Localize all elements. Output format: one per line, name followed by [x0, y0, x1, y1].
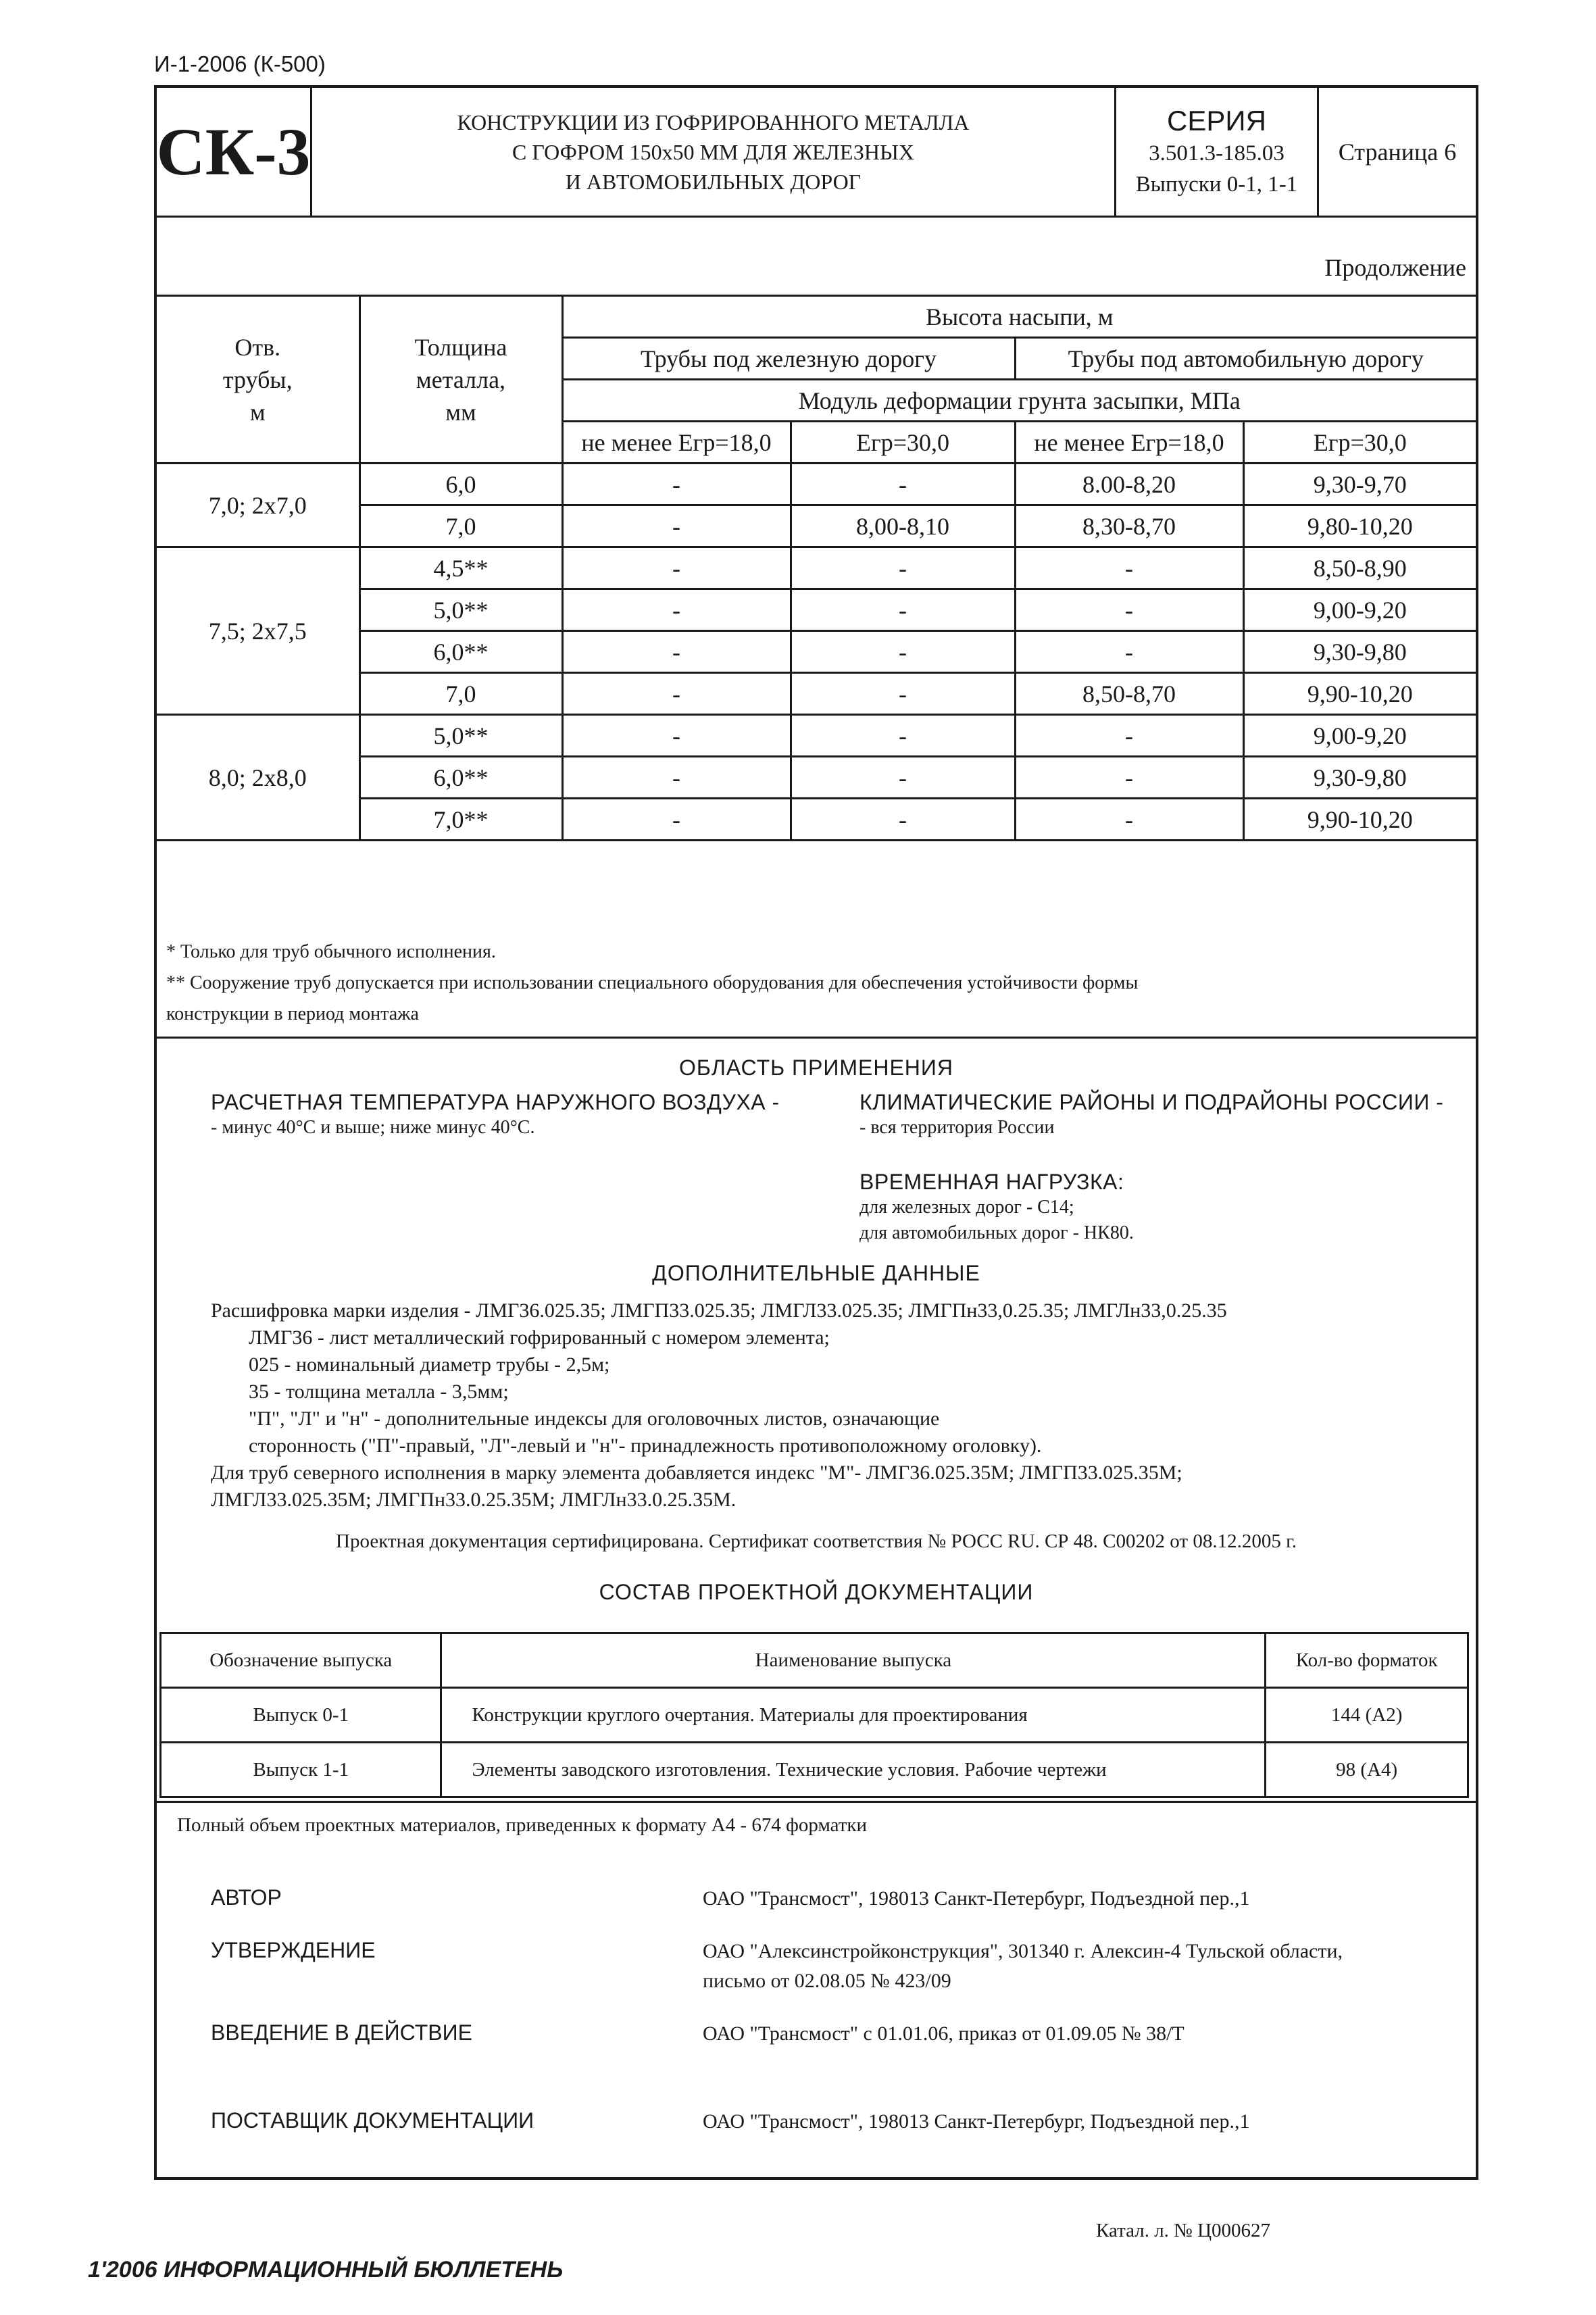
issue-code: Выпуск 0-1	[161, 1688, 441, 1743]
table-row	[157, 715, 1476, 757]
height-value-cell: 9,90-10,20	[1243, 799, 1476, 841]
height-value-cell: 9,90-10,20	[1243, 673, 1476, 715]
extra-line: ЛМГ36 - лист металлический гофрированный с номером элемента;	[249, 1326, 830, 1349]
thickness-cell: 7,0	[359, 673, 562, 715]
footnotes	[166, 937, 1464, 1030]
height-value-cell: 9,30-9,70	[1243, 464, 1476, 505]
height-value-cell: -	[1015, 715, 1243, 757]
page-number: Страница 6	[1319, 88, 1476, 218]
divider	[157, 1801, 1476, 1803]
approval-label: УТВЕРЖДЕНИЕ	[211, 1938, 376, 1962]
series-cell	[1116, 88, 1319, 218]
thickness-cell: 5,0**	[359, 589, 562, 631]
total-volume: Полный объем проектных материалов, приведенных к формату А4 - 674 форматки	[177, 1814, 868, 1836]
enactment-label: ВВЕДЕНИЕ В ДЕЙСТВИЕ	[211, 2020, 472, 2045]
opening-cell: 7,5; 2х7,5	[157, 547, 359, 715]
climate-block	[859, 1089, 1468, 1141]
height-value-cell: -	[791, 757, 1015, 799]
thickness-cell: 7,0	[359, 505, 562, 547]
load-road: для автомобильных дорог - НК80.	[859, 1222, 1134, 1243]
climate-value: - вся территория России	[859, 1117, 1055, 1138]
extra-title: ДОПОЛНИТЕЛЬНЫЕ ДАННЫЕ	[652, 1261, 980, 1285]
table-header-row	[161, 1633, 1468, 1688]
height-value-cell: -	[1015, 799, 1243, 841]
climate-label: КЛИМАТИЧЕСКИЕ РАЙОНЫ И ПОДРАЙОНЫ РОССИИ -	[859, 1090, 1444, 1114]
continuation-label: Продолжение	[1324, 254, 1466, 281]
enactment-value: ОАО "Трансмост" с 01.01.06, приказ от 01.09.05 № 38/Т	[703, 2022, 1184, 2045]
extra-line: сторонность ("П"-правый, "Л"-левый и "н"- принадлежность противоположному оголовку).	[249, 1435, 1042, 1457]
column-header: Обозначение выпуска	[161, 1633, 441, 1688]
column-header: Наименование выпуска	[441, 1633, 1266, 1688]
title-line: КОНСТРУКЦИИ ИЗ ГОФРИРОВАННОГО МЕТАЛЛА	[457, 109, 970, 134]
document-frame	[154, 85, 1478, 2241]
header-line: Отв.	[234, 333, 281, 361]
height-value-cell: -	[562, 631, 791, 673]
footnote: конструкции в период монтажа	[166, 1003, 419, 1024]
height-value-cell: -	[791, 589, 1015, 631]
header-line: мм	[445, 398, 476, 426]
table-row	[161, 1743, 1468, 1797]
column-header: Кол-во форматок	[1266, 1633, 1468, 1688]
thickness-header	[359, 296, 562, 464]
opening-cell: 7,0; 2х7,0	[157, 464, 359, 547]
height-value-cell: -	[562, 757, 791, 799]
height-value-cell: 8,50-8,90	[1243, 547, 1476, 589]
height-value-cell: -	[1015, 757, 1243, 799]
height-value-cell: -	[791, 631, 1015, 673]
extra-line: Расшифровка марки изделия - ЛМГ36.025.35; ЛМГП33.025.35; ЛМГЛ33.025.35; ЛМГПн33,0.25.35; ЛМГЛн33,0.25.35	[211, 1299, 1227, 1322]
height-value-cell: -	[562, 799, 791, 841]
sub-header: Егр=30,0	[791, 422, 1015, 464]
temperature-block	[211, 1089, 819, 1141]
series-label: СЕРИЯ	[1167, 104, 1266, 136]
series-number: 3.501.3-185.03	[1149, 141, 1285, 166]
series-issues: Выпуски 0-1, 1-1	[1135, 172, 1298, 197]
height-value-cell: -	[562, 505, 791, 547]
marking-explanation	[211, 1297, 1468, 1514]
road-header: Трубы под автомобильную дорогу	[1015, 338, 1476, 380]
divider	[157, 1037, 1476, 1039]
supplier-label: ПОСТАВЩИК ДОКУМЕНТАЦИИ	[211, 2108, 534, 2133]
sub-header: Егр=30,0	[1243, 422, 1476, 464]
certificate-line: Проектная документация сертифицирована. Сертификат соответствия № РОСС RU. СР 48. С00202 от 08.12.2005 г.	[336, 1530, 1297, 1552]
approval-line: письмо от 02.08.05 № 423/09	[703, 1970, 951, 1992]
header-line: трубы,	[222, 366, 293, 393]
height-value-cell: -	[562, 715, 791, 757]
height-value-cell: -	[791, 799, 1015, 841]
table-row	[157, 464, 1476, 505]
issue-code: Выпуск 1-1	[161, 1743, 441, 1797]
load-label: ВРЕМЕННАЯ НАГРУЗКА:	[859, 1170, 1124, 1194]
height-value-cell: 8,30-8,70	[1015, 505, 1243, 547]
height-value-cell: 8.00-8,20	[1015, 464, 1243, 505]
footnote: * Только для труб обычного исполнения.	[166, 941, 496, 962]
height-value-cell: 8,50-8,70	[1015, 673, 1243, 715]
height-value-cell: -	[791, 715, 1015, 757]
height-value-cell: -	[562, 547, 791, 589]
issue-name: Конструкции круглого очертания. Материалы для проектирования	[441, 1688, 1266, 1743]
table-body	[157, 464, 1476, 841]
opening-cell: 8,0; 2х8,0	[157, 715, 359, 841]
scope-title: ОБЛАСТЬ ПРИМЕНЕНИЯ	[678, 1055, 954, 1080]
opening-header	[157, 296, 359, 464]
height-value-cell: 9,00-9,20	[1243, 715, 1476, 757]
modulus-header: Модуль деформации грунта засыпки, МПа	[562, 380, 1476, 422]
thickness-cell: 6,0**	[359, 631, 562, 673]
approval-value	[703, 1937, 1460, 1996]
thickness-cell: 6,0	[359, 464, 562, 505]
composition-table	[159, 1632, 1469, 1798]
supplier-value: ОАО "Трансмост", 198013 Санкт-Петербург, Подъездной пер.,1	[703, 2110, 1250, 2133]
extra-line: Для труб северного исполнения в марку элемента добавляется индекс "М"- ЛМГ36.025.35М; ЛМГП33.025.35М;	[211, 1462, 1182, 1484]
header-line: Толщина	[414, 333, 507, 361]
author-value: ОАО "Трансмост", 198013 Санкт-Петербург, Подъездной пер.,1	[703, 1887, 1250, 1910]
height-value-cell: 9,00-9,20	[1243, 589, 1476, 631]
extra-line: 35 - толщина металла - 3,5мм;	[249, 1380, 509, 1403]
sub-header: не менее Егр=18,0	[562, 422, 791, 464]
height-value-cell: -	[1015, 547, 1243, 589]
thickness-cell: 4,5**	[359, 547, 562, 589]
extra-line: 025 - номинальный диаметр трубы - 2,5м;	[249, 1353, 610, 1376]
height-value-cell: -	[791, 673, 1015, 715]
rail-header: Трубы под железную дорогу	[562, 338, 1015, 380]
header-line: металла,	[416, 366, 506, 393]
issue-formats: 98 (А4)	[1266, 1743, 1468, 1797]
footnote: ** Сооружение труб допускается при использовании специального оборудования для обеспечения устойчивости формы	[166, 972, 1139, 993]
issue-formats: 144 (А2)	[1266, 1688, 1468, 1743]
height-value-cell: -	[791, 547, 1015, 589]
table-row	[161, 1688, 1468, 1743]
height-value-cell: -	[1015, 631, 1243, 673]
height-value-cell: 8,00-8,10	[791, 505, 1015, 547]
approval-line: ОАО "Алексинстройконструкция", 301340 г. Алексин-4 Тульской области,	[703, 1940, 1343, 1962]
height-value-cell: 9,80-10,20	[1243, 505, 1476, 547]
title-line: С ГОФРОМ 150х50 ММ ДЛЯ ЖЕЛЕЗНЫХ	[512, 139, 914, 164]
height-value-cell: -	[791, 464, 1015, 505]
author-label: АВТОР	[211, 1885, 282, 1910]
title-line: И АВТОМОБИЛЬНЫХ ДОРОГ	[565, 169, 862, 194]
temperature-label: РАСЧЕТНАЯ ТЕМПЕРАТУРА НАРУЖНОГО ВОЗДУХА -	[211, 1090, 780, 1114]
temperature-value: - минус 40°С и выше; ниже минус 40°С.	[211, 1117, 535, 1138]
height-value-cell: -	[562, 464, 791, 505]
thickness-cell: 6,0**	[359, 757, 562, 799]
load-rail: для железных дорог - С14;	[859, 1197, 1074, 1218]
height-value-cell: -	[562, 673, 791, 715]
catalog-code: СК-3	[157, 88, 312, 218]
height-header: Высота насыпи, м	[562, 296, 1476, 338]
height-value-cell: -	[562, 589, 791, 631]
catalog-sheet-number: Катал. л. № Ц000627	[1096, 2220, 1271, 2241]
extra-line: "П", "Л" и "н" - дополнительные индексы для оголовочных листов, означающие	[249, 1408, 940, 1430]
bulletin-footer: 1'2006 ИНФОРМАЦИОННЫЙ БЮЛЛЕТЕНЬ	[88, 2257, 564, 2283]
issue-name: Элементы заводского изготовления. Технические условия. Рабочие чертежи	[441, 1743, 1266, 1797]
composition-title: СОСТАВ ПРОЕКТНОЙ ДОКУМЕНТАЦИИ	[599, 1580, 1034, 1604]
load-block	[859, 1169, 1468, 1246]
table-row	[157, 547, 1476, 589]
height-value-cell: 9,30-9,80	[1243, 757, 1476, 799]
sub-header: не менее Егр=18,0	[1015, 422, 1243, 464]
thickness-cell: 5,0**	[359, 715, 562, 757]
document-code: И-1-2006 (К-500)	[154, 51, 326, 76]
extra-line: ЛМГЛ33.025.35М; ЛМГПн33.0.25.35М; ЛМГЛн33.0.25.35М.	[211, 1489, 737, 1511]
height-value-cell: -	[1015, 589, 1243, 631]
height-table	[157, 295, 1476, 841]
height-value-cell: 9,30-9,80	[1243, 631, 1476, 673]
document-title	[312, 88, 1116, 218]
thickness-cell: 7,0**	[359, 799, 562, 841]
header-line: м	[249, 398, 266, 426]
